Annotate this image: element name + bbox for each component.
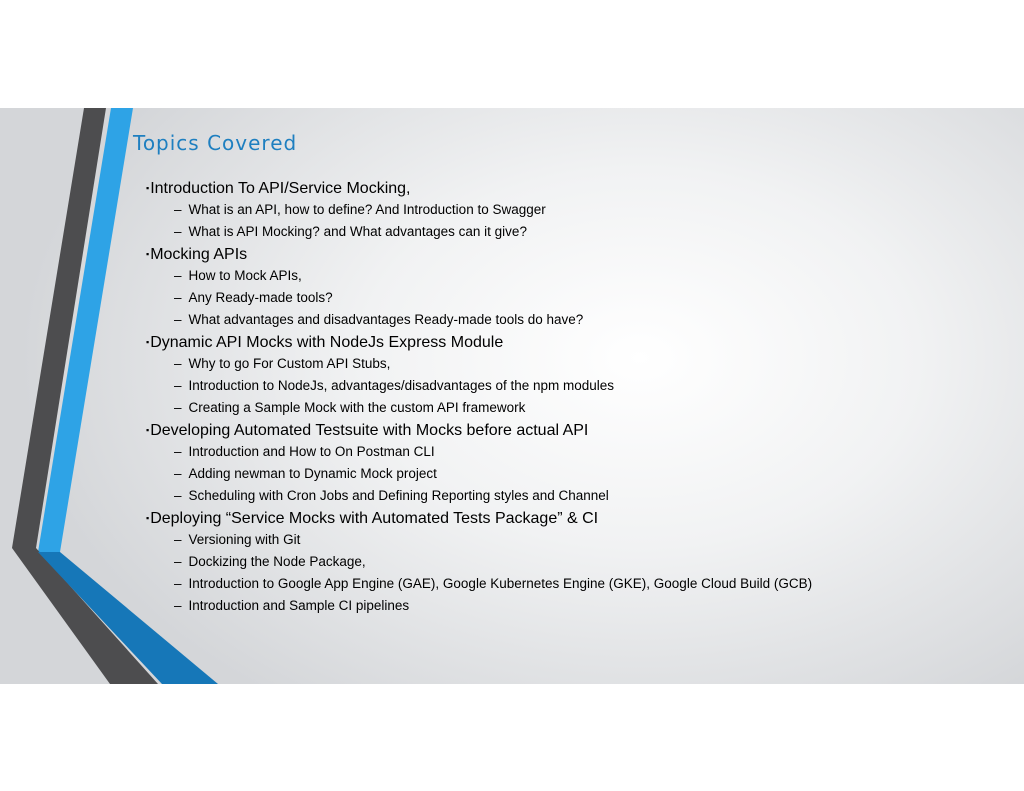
- slide-title: Topics Covered: [133, 131, 298, 155]
- square-bullet-icon: ▪: [146, 183, 150, 193]
- dash-icon: –: [174, 290, 182, 305]
- dash-icon: –: [174, 400, 182, 415]
- topic-heading: [146, 243, 1006, 265]
- sub-item-text: Introduction and How to On Postman CLI: [188, 444, 435, 459]
- sub-item: [146, 397, 1006, 419]
- sub-item-text: How to Mock APIs,: [188, 268, 302, 283]
- sub-item: [146, 375, 1006, 397]
- sub-item: [146, 551, 1006, 573]
- topic-heading: [146, 507, 1006, 529]
- dash-icon: –: [174, 466, 182, 481]
- sub-item-text: Introduction and Sample CI pipelines: [188, 598, 410, 613]
- dash-icon: –: [174, 202, 182, 217]
- topic: [146, 419, 1006, 507]
- topic: [146, 243, 1006, 331]
- sub-item: [146, 529, 1006, 551]
- slide: [0, 108, 1024, 684]
- dash-icon: –: [174, 532, 182, 547]
- sub-item-text: What is API Mocking? and What advantages can it give?: [188, 224, 527, 239]
- dash-icon: –: [174, 444, 182, 459]
- sub-item-text: Introduction to NodeJs, advantages/disadvantages of the npm modules: [188, 378, 615, 393]
- topic-heading-text: Developing Automated Testsuite with Mocks before actual API: [150, 422, 589, 439]
- dash-icon: –: [174, 356, 182, 371]
- dash-icon: –: [174, 554, 182, 569]
- sub-item: [146, 595, 1006, 617]
- sub-item: [146, 485, 1006, 507]
- topic: [146, 507, 1006, 617]
- sub-item: [146, 353, 1006, 375]
- square-bullet-icon: ▪: [146, 425, 150, 435]
- sub-item-text: Adding newman to Dynamic Mock project: [188, 466, 437, 481]
- sub-item-text: Versioning with Git: [188, 532, 301, 547]
- sub-item-text: What is an API, how to define? And Introduction to Swagger: [188, 202, 546, 217]
- sub-item: [146, 309, 1006, 331]
- sub-item: [146, 221, 1006, 243]
- dash-icon: –: [174, 488, 182, 503]
- sub-item-text: Any Ready-made tools?: [188, 290, 333, 305]
- square-bullet-icon: ▪: [146, 337, 150, 347]
- sub-item-text: Scheduling with Cron Jobs and Defining Reporting styles and Channel: [188, 488, 609, 503]
- dash-icon: –: [174, 268, 182, 283]
- topic-heading-text: Deploying “Service Mocks with Automated Tests Package” & CI: [150, 510, 599, 527]
- dash-icon: –: [174, 576, 182, 591]
- sub-item-text: Introduction to Google App Engine (GAE), Google Kubernetes Engine (GKE), Google Cloud Build (GCB): [188, 576, 813, 591]
- sub-item: [146, 573, 1006, 595]
- sub-item: [146, 441, 1006, 463]
- topic-heading-text: Dynamic API Mocks with NodeJs Express Module: [150, 334, 504, 351]
- topic-heading: [146, 419, 1006, 441]
- topic: [146, 331, 1006, 419]
- topic-heading: [146, 331, 1006, 353]
- topic-heading-text: Mocking APIs: [150, 246, 248, 263]
- sub-item-text: Dockizing the Node Package,: [188, 554, 366, 569]
- dash-icon: –: [174, 598, 182, 613]
- square-bullet-icon: ▪: [146, 249, 150, 259]
- topic: [146, 177, 1006, 243]
- sub-item: [146, 265, 1006, 287]
- sub-item-text: Why to go For Custom API Stubs,: [188, 356, 391, 371]
- sub-item-text: What advantages and disadvantages Ready-made tools do have?: [188, 312, 584, 327]
- sub-item: [146, 287, 1006, 309]
- topic-heading: [146, 177, 1006, 199]
- topics-list: [146, 177, 1006, 617]
- square-bullet-icon: ▪: [146, 513, 150, 523]
- sub-item: [146, 463, 1006, 485]
- dash-icon: –: [174, 224, 182, 239]
- sub-item: [146, 199, 1006, 221]
- sub-item-text: Creating a Sample Mock with the custom API framework: [188, 400, 526, 415]
- dash-icon: –: [174, 312, 182, 327]
- topic-heading-text: Introduction To API/Service Mocking,: [150, 180, 411, 197]
- dash-icon: –: [174, 378, 182, 393]
